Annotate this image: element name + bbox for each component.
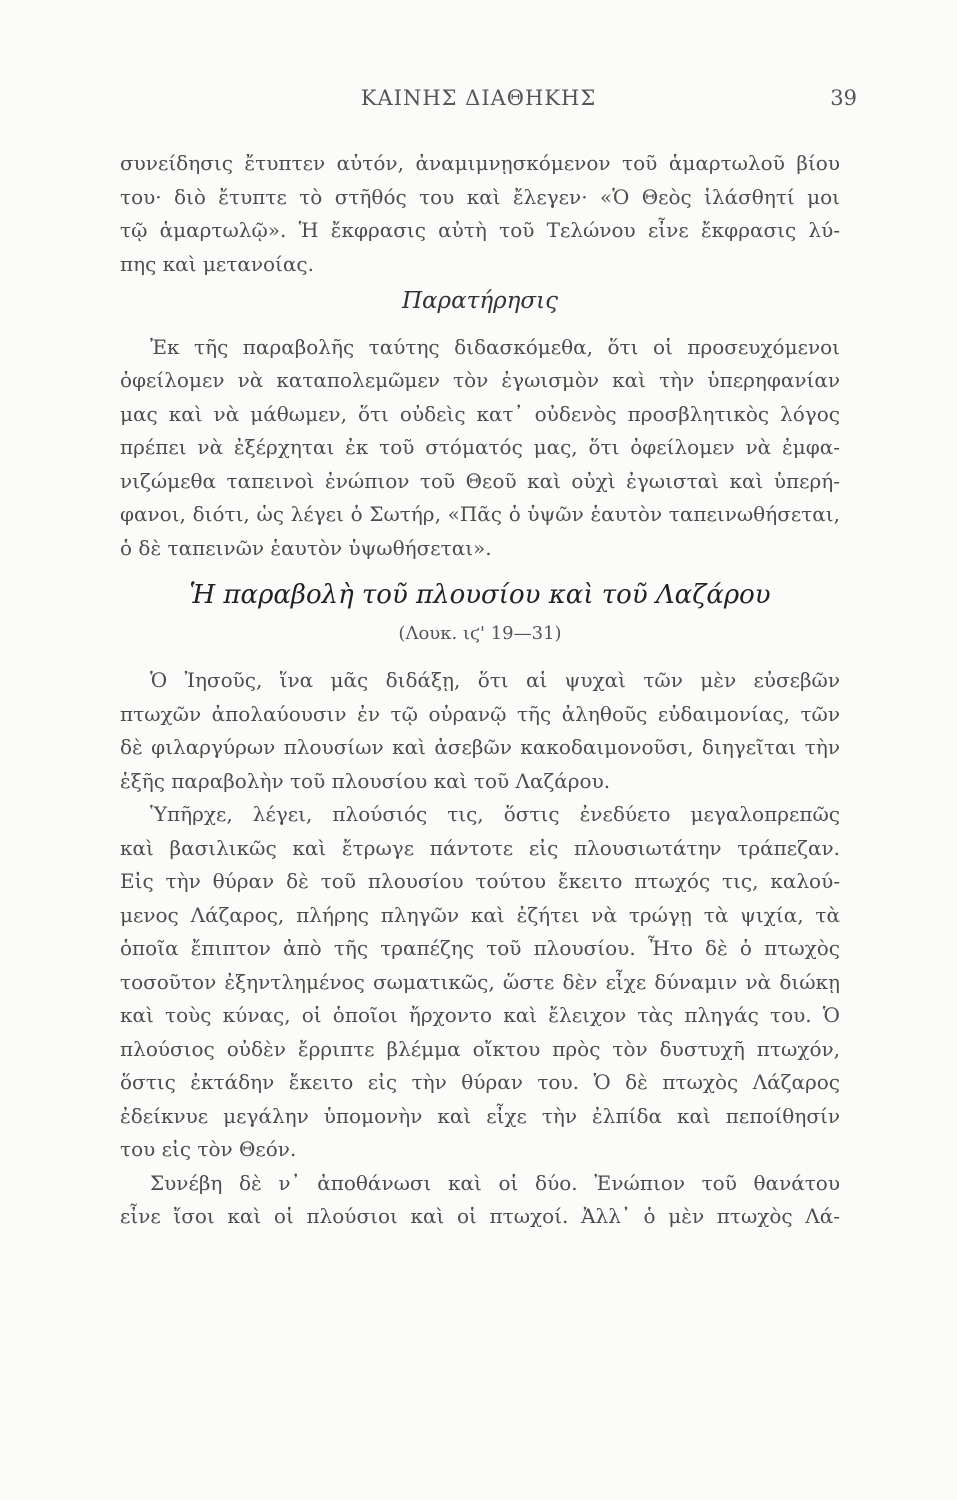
- text-line: ὁποῖα ἔπιπτον ἀπὸ τῆς τραπέζης τοῦ πλουσίου. Ἦτο δὲ ὁ πτωχὸς: [120, 936, 840, 960]
- text-line: πλούσιος οὐδὲν ἔρριπτε βλέμμα οἴκτου πρὸς τὸν δυστυχῆ πτωχόν,: [120, 1036, 840, 1061]
- text-line: πρέπει νὰ ἐξέρχηται ἐκ τοῦ στόματός μας, ὅτι ὀφείλομεν νὰ ἐμφα-: [120, 435, 840, 459]
- page-number: 39: [830, 86, 857, 110]
- text-line: μενος Λάζαρος, πλήρης πληγῶν καὶ ἐζήτει νὰ τρώγῃ τὰ ψιχία, τὰ: [120, 902, 840, 927]
- text-line: Ὑπῆρχε, λέγει, πλούσιός τις, ὅστις ἐνεδύετο μεγαλοπρεπῶς: [150, 802, 840, 826]
- text-line: του· διὸ ἔτυπτε τὸ στῆθός του καὶ ἔλεγεν· «Ὁ Θεὸς ἱλάσθητί μοι: [120, 184, 840, 209]
- paragraph-2: [120, 331, 840, 566]
- text-line: νιζώμεθα ταπεινοὶ ἐνώπιον τοῦ Θεοῦ καὶ οὐχὶ ἐγωισταὶ καὶ ὑπερή-: [120, 468, 840, 493]
- text-line: Ὁ Ἰησοῦς, ἵνα μᾶς διδάξῃ, ὅτι αἱ ψυχαὶ τῶν μὲν εὐσεβῶν: [150, 668, 840, 692]
- text-line: ἐδείκνυε μεγάλην ὑπομονὴν καὶ εἶχε τὴν ἐλπίδα καὶ πεποίθησίν: [120, 1103, 840, 1128]
- text-line: φανοι, διότι, ὡς λέγει ὁ Σωτήρ, «Πᾶς ὁ ὑψῶν ἑαυτὸν ταπεινωθήσεται,: [120, 502, 840, 526]
- page-header: [0, 86, 957, 116]
- text-line: του εἰς τὸν Θεόν.: [120, 1137, 297, 1161]
- paragraph-1: [120, 147, 840, 281]
- text-line: Ἐκ τῆς παραβολῆς ταύτης διδασκόμεθα, ὅτι οἱ προσευχόμενοι: [150, 334, 840, 359]
- text-line: ἑξῆς παραβολὴν τοῦ πλουσίου καὶ τοῦ Λαζάρου.: [120, 768, 611, 793]
- text-line: πτωχῶν ἀπολαύουσιν ἐν τῷ οὐρανῷ τῆς ἀληθοῦς εὐδαιμονίας, τῶν: [120, 701, 840, 726]
- section-title: Ἡ παραβολὴ τοῦ πλουσίου καὶ τοῦ Λαζάρου: [189, 580, 771, 610]
- text-line: τῷ ἁμαρτωλῷ». Ἡ ἔκφρασις αὐτὴ τοῦ Τελώνου εἶνε ἔκφρασις λύ-: [120, 218, 840, 242]
- paragraph-5: [120, 1167, 840, 1234]
- text-line: μας καὶ νὰ μάθωμεν, ὅτι οὐδεὶς κατ᾽ οὐδενὸς προσβλητικὸς λόγος: [120, 401, 840, 426]
- text-line: πης καὶ μετανοίας.: [120, 251, 314, 276]
- observation-heading: Παρατήρησις: [401, 288, 559, 314]
- text-line: καὶ τοὺς κύνας, οἱ ὁποῖοι ἤρχοντο καὶ ἔλειχον τὰς πληγάς του. Ὁ: [120, 1003, 840, 1027]
- text-line: συνείδησις ἔτυπτεν αὐτόν, ἀναμιμνῃσκόμενον τοῦ ἁμαρτωλοῦ βίου: [120, 151, 840, 175]
- text-line: Εἰς τὴν θύραν δὲ τοῦ πλουσίου τούτου ἔκειτο πτωχός τις, καλού-: [120, 869, 840, 893]
- text-line: καὶ βασιλικῶς καὶ ἔτρωγε πάντοτε εἰς πλουσιωτάτην τράπεζαν.: [120, 835, 840, 860]
- page-body: [120, 147, 840, 1234]
- scripture-reference: (Λουκ. ιϛ' 19—31): [398, 622, 562, 644]
- text-line: ὅστις ἐκτάδην ἔκειτο εἰς τὴν θύραν του. Ὁ δὲ πτωχὸς Λάζαρος: [120, 1070, 840, 1094]
- text-line: εἶνε ἴσοι καὶ οἱ πλούσιοι καὶ οἱ πτωχοί. Ἀλλ᾽ ὁ μὲν πτωχὸς Λά-: [120, 1204, 840, 1228]
- text-line: ὀφείλομεν νὰ καταπολεμῶμεν τὸν ἐγωισμὸν καὶ τὴν ὑπερηφανίαν: [120, 368, 840, 392]
- paragraph-4: [120, 798, 840, 1167]
- paragraph-3: [120, 664, 840, 798]
- text-line: Συνέβη δὲ ν᾽ ἀποθάνωσι καὶ οἱ δύο. Ἐνώπιον τοῦ θανάτου: [150, 1170, 840, 1195]
- text-line: τοσοῦτον ἐξηντλημένος σωματικῶς, ὥστε δὲν εἶχε δύναμιν νὰ διώκῃ: [120, 969, 840, 994]
- text-line: δὲ φιλαργύρων πλουσίων καὶ ἀσεβῶν κακοδαιμονοῦσι, διηγεῖται τὴν: [120, 735, 840, 759]
- running-head: ΚΑΙΝΗΣ ΔΙΑΘΗΚΗΣ: [360, 86, 597, 110]
- text-line: ὁ δὲ ταπεινῶν ἑαυτὸν ὑψωθήσεται».: [120, 535, 492, 560]
